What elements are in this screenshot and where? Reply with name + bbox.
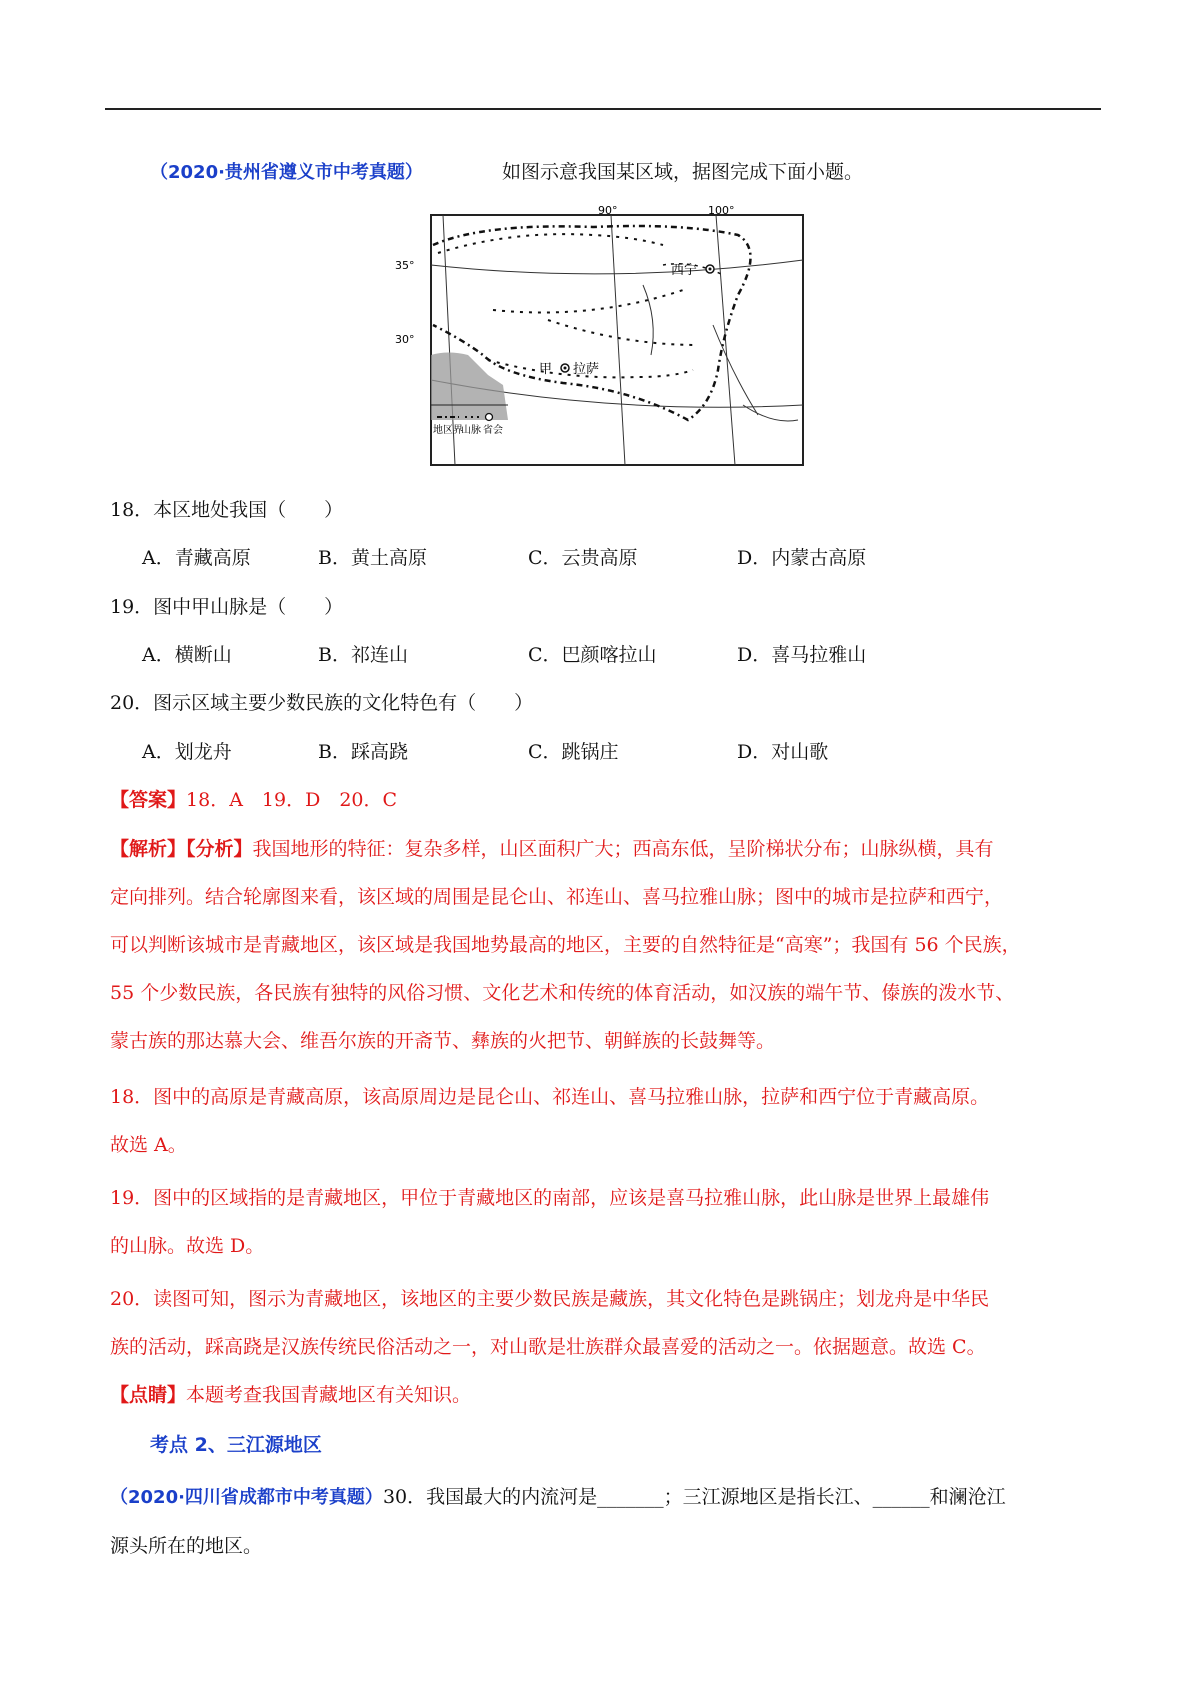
- q1-source: （2020·贵州省遵义市中考真题）: [150, 162, 423, 183]
- analysis-line-4: 55 个少数民族，各民族有独特的风俗习惯、文化艺术和传统的体育活动，如汉族的端午节、傣族的泼水节、: [110, 982, 1015, 1004]
- analysis-line-5: 蒙古族的那达慕大会、维吾尔族的开斋节、彝族的火把节、朝鲜族的长鼓舞等。: [110, 1030, 776, 1052]
- analysis-20-line-1: 20．读图可知，图示为青藏地区，该地区的主要少数民族是藏族，其文化特色是跳锅庄；划龙舟是中华民: [110, 1288, 990, 1310]
- answer-block: [110, 785, 397, 812]
- analysis-20-line-2: 族的活动，踩高跷是汉族传统民俗活动之一，对山歌是壮族群众最喜爱的活动之一。依据题意。故选 C。: [110, 1336, 986, 1358]
- legend-boundary-label: 地区界: [433, 425, 463, 436]
- comment-text: 本题考查我国青藏地区有关知识。: [186, 1384, 472, 1406]
- analysis-19-line-2: 的山脉。故选 D。: [110, 1235, 265, 1257]
- question-19-stem: 19．图中甲山脉是（ ）: [110, 596, 344, 618]
- q20-option-a[interactable]: A．划龙舟: [142, 741, 232, 763]
- analysis-18-line-1: 18．图中的高原是青藏高原，该高原周边是昆仑山、祁连山、喜马拉雅山脉，拉萨和西宁位于青藏高原。: [110, 1086, 990, 1108]
- lat-label-35: 35°: [395, 259, 415, 272]
- analysis-18-line-2: 故选 A。: [110, 1134, 187, 1156]
- region-map: [393, 205, 813, 468]
- q18-option-d[interactable]: D．内蒙古高原: [737, 547, 867, 569]
- q18-option-c[interactable]: C．云贵高原: [528, 547, 638, 569]
- answer-text: 18．A 19．D 20．C: [186, 789, 398, 811]
- q30-stem: 30．我国最大的内流河是_______；三江源地区是指长江、______和澜沧江: [382, 1486, 1006, 1508]
- q19-option-d[interactable]: D．喜马拉雅山: [737, 644, 867, 666]
- question-20-stem: 20．图示区域主要少数民族的文化特色有（ ）: [110, 692, 534, 714]
- analysis-line-3: 可以判断该城市是青藏地区，该区域是我国地势最高的地区，主要的自然特征是“高寒”；我国有 56 个民族，: [110, 934, 1021, 956]
- legend-mountain-label: 山脉: [461, 425, 481, 436]
- answer-label: 【答案】: [110, 789, 187, 811]
- q30-line-1: [110, 1482, 1006, 1509]
- analysis-19-line-1: 19．图中的区域指的是青藏地区，甲位于青藏地区的南部，应该是喜马拉雅山脉，此山脉是世界上最雄伟: [110, 1187, 990, 1209]
- section-title: 考点 2、三江源地区: [150, 1434, 322, 1456]
- q30-line-2: 源头所在的地区。: [110, 1535, 263, 1557]
- analysis-text-1: 我国地形的特征：复杂多样，山区面积广大；西高东低，呈阶梯状分布；山脉纵横，具有: [252, 838, 994, 860]
- legend-capital-label: 省会: [483, 425, 503, 436]
- q20-option-b[interactable]: B．踩高跷: [318, 741, 408, 763]
- q20-option-c[interactable]: C．跳锅庄: [528, 741, 619, 763]
- lon-label-90: 90°: [598, 205, 618, 217]
- question-18-stem: 18．本区地处我国（ ）: [110, 499, 344, 521]
- q19-option-b[interactable]: B．祁连山: [318, 644, 408, 666]
- q1-intro: 如图示意我国某区域，据图完成下面小题。: [502, 161, 864, 183]
- lhasa-label: 拉萨: [573, 362, 600, 377]
- q19-option-a[interactable]: A．横断山: [142, 644, 232, 666]
- jia-label: 甲: [539, 362, 553, 377]
- comment-label: 【点睛】: [110, 1384, 187, 1406]
- q19-option-c[interactable]: C．巴颜喀拉山: [528, 644, 657, 666]
- analysis-line-2: 定向排列。结合轮廓图来看，该区域的周围是昆仑山、祁连山、喜马拉雅山脉；图中的城市是拉萨和西宁，: [110, 886, 1004, 908]
- analysis-line-1: [110, 834, 994, 861]
- q20-option-d[interactable]: D．对山歌: [737, 741, 829, 763]
- lat-label-30: 30°: [395, 333, 415, 346]
- xining-label: 西宁: [671, 263, 698, 278]
- q2-source: （2020·四川省成都市中考真题）: [110, 1487, 383, 1508]
- comment-block: [110, 1380, 471, 1407]
- q18-option-a[interactable]: A．青藏高原: [142, 547, 251, 569]
- analysis-label: 【解析】【分析】: [110, 838, 253, 860]
- legend-capital-symbol: [486, 414, 493, 421]
- lon-label-100: 100°: [708, 205, 735, 217]
- q18-option-b[interactable]: B．黄土高原: [318, 547, 427, 569]
- header-rule: [105, 108, 1101, 110]
